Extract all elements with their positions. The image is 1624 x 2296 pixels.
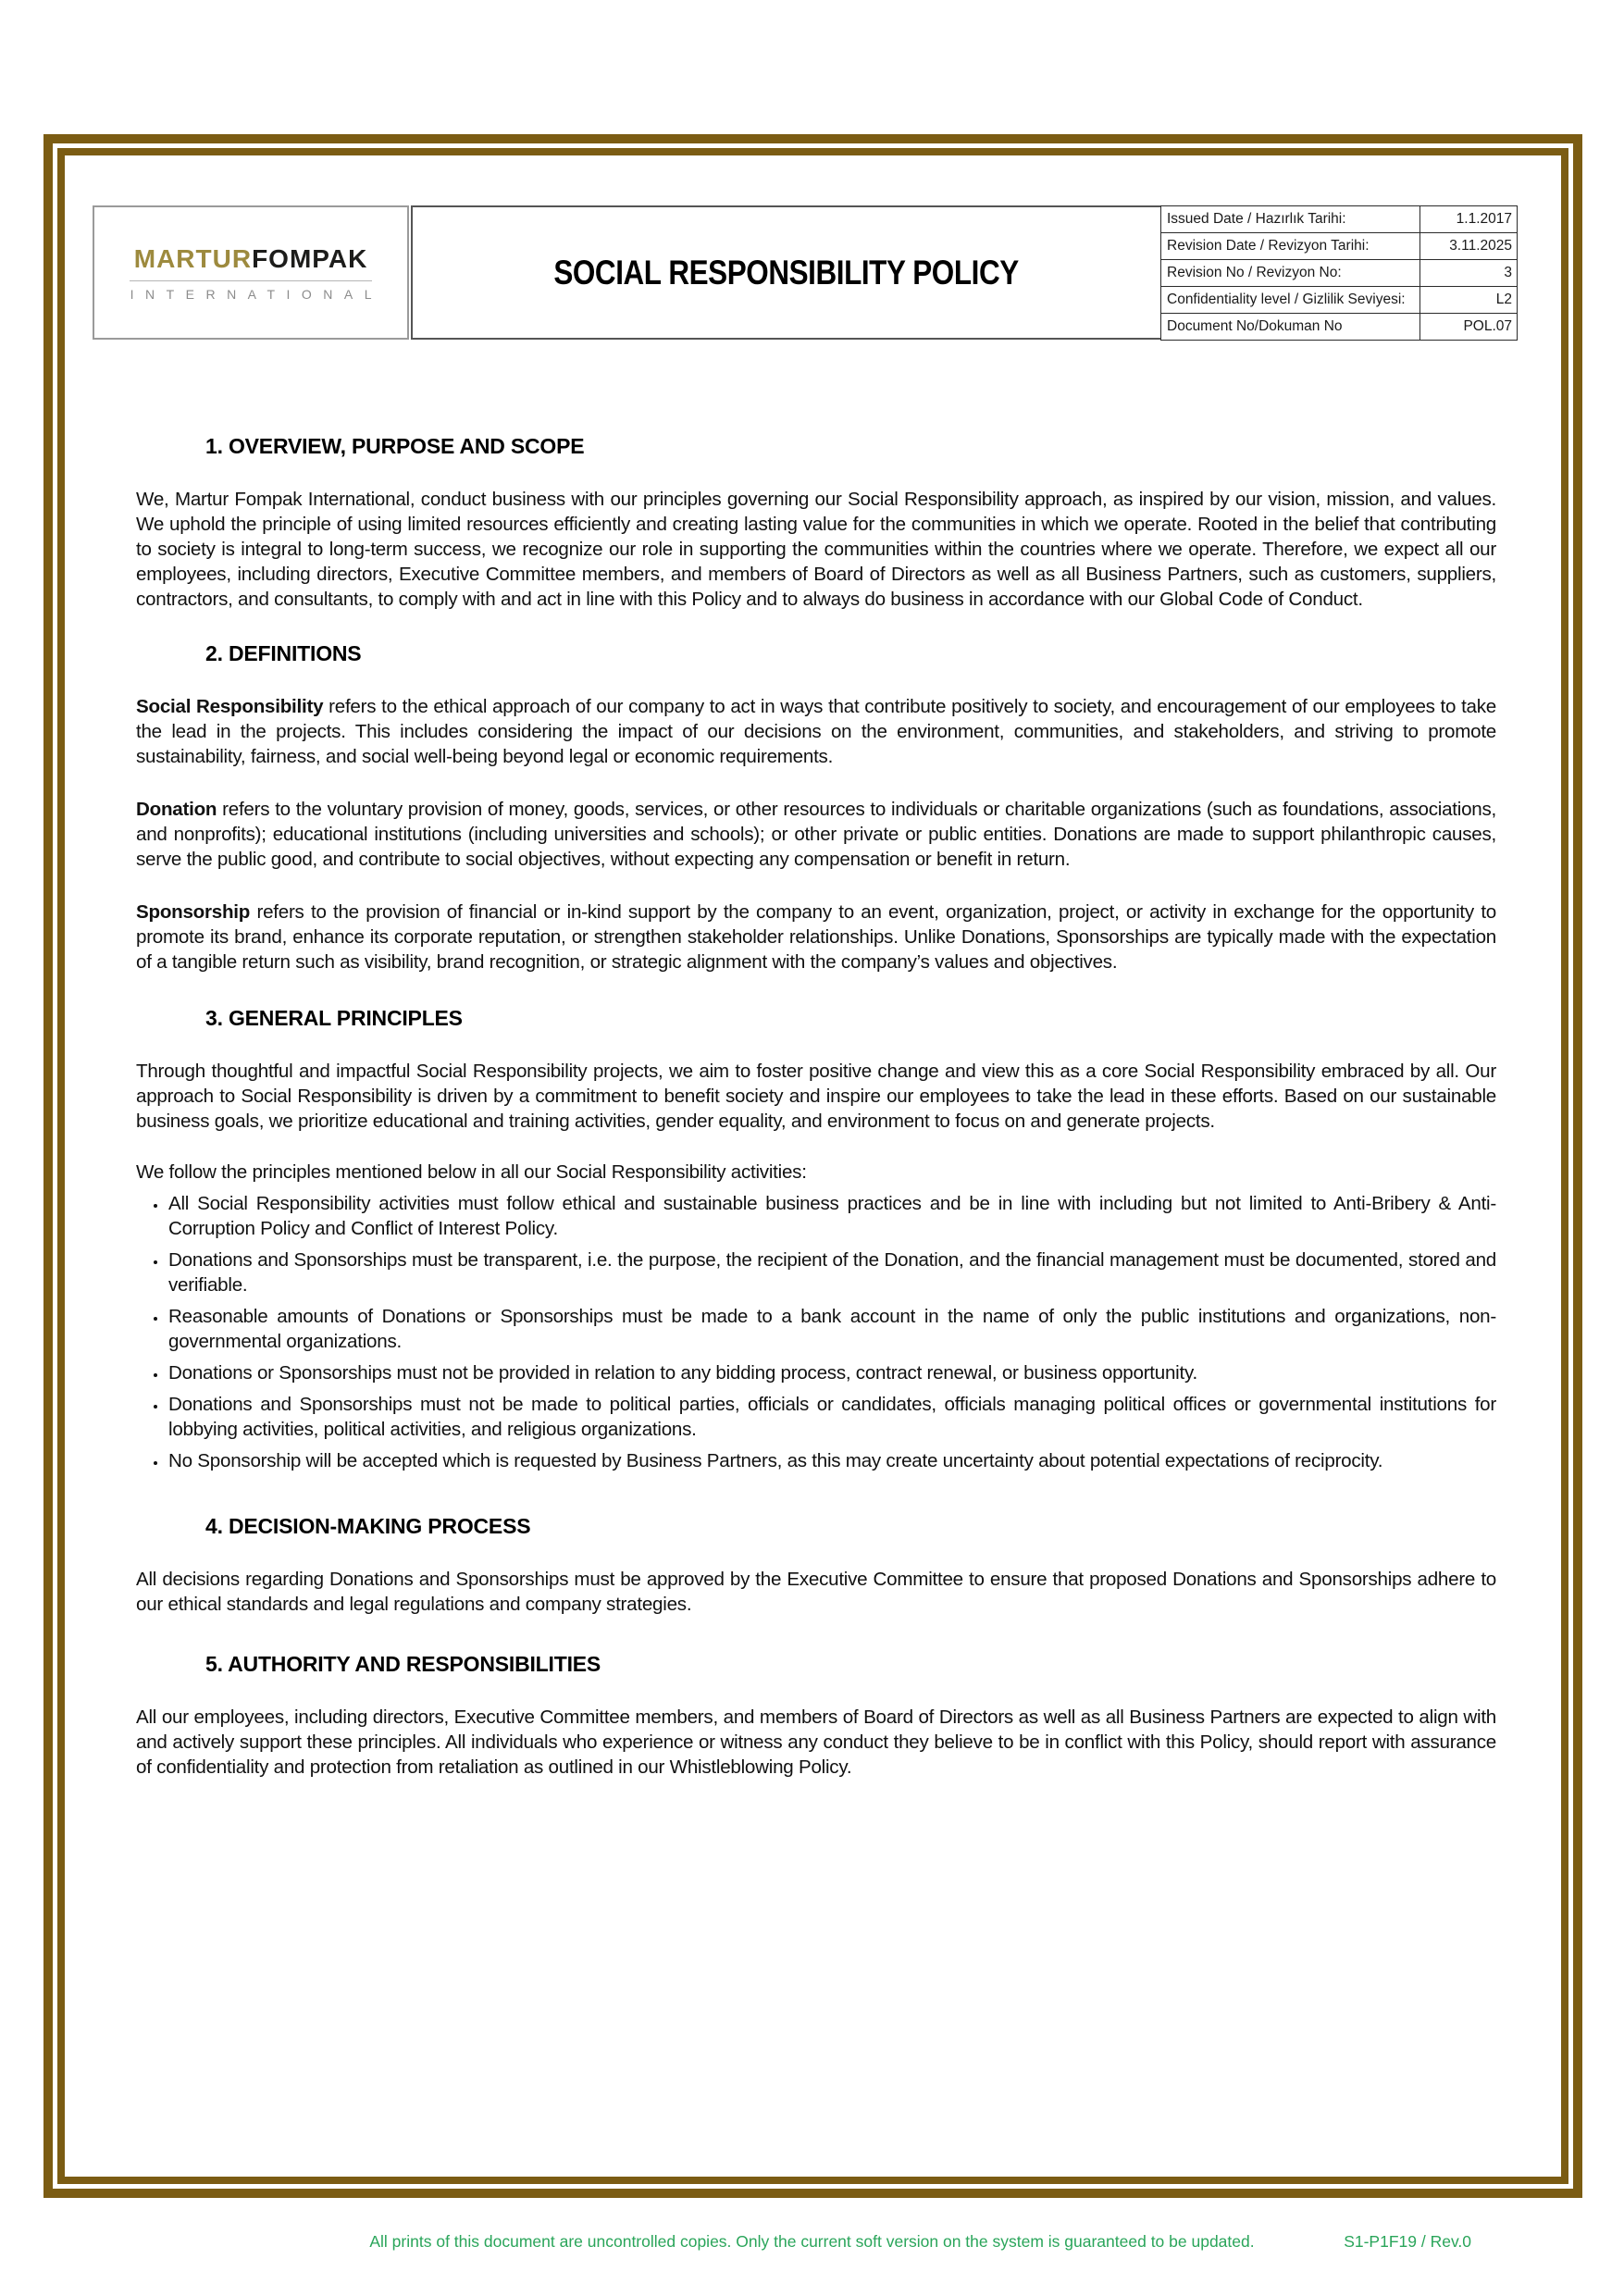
list-item: • Donations and Sponsorships must be transparent, i.e. the purpose, the recipient of the Donation, and the financial management must be documented, stored and verifiable. — [167, 1247, 1496, 1297]
list-item: • All Social Responsibility activities must follow ethical and sustainable business practices and be in line with including but not limited to Anti-Bribery & Anti-Corruption Policy and Conflict of Interest Policy. — [167, 1191, 1496, 1241]
definition-term: Donation — [136, 799, 217, 820]
footer-form-code: S1-P1F19 / Rev.0 — [1344, 2232, 1471, 2251]
table-row — [1161, 206, 1518, 233]
title-cell — [411, 205, 1160, 340]
decision-making-paragraph: All decisions regarding Donations and Sponsorships must be approved by the Executive Committee to ensure that proposed Donations and Sponsorships adhere to our ethical standards and legal regulations and company strategies. — [136, 1569, 1496, 1615]
info-value-revision-date: 3.11.2025 — [1420, 233, 1518, 260]
page-border-frame-inner — [57, 148, 1568, 2184]
info-value-revision-no: 3 — [1420, 260, 1518, 287]
definition-donation — [136, 797, 1496, 872]
info-value-document-no: POL.07 — [1420, 314, 1518, 341]
definition-term: Sponsorship — [136, 901, 251, 923]
list-item: • Donations and Sponsorships must not be made to political parties, officials or candidates, officials managing political offices or governmental institutions for lobbying activities, political activities, and religious organizations. — [167, 1392, 1496, 1442]
logo-subline: INTERNATIONAL — [130, 286, 384, 302]
table-row — [1161, 314, 1518, 341]
principles-list — [153, 1191, 1496, 1473]
definition-sponsorship — [136, 900, 1496, 974]
company-logo — [93, 205, 409, 340]
table-row — [1161, 260, 1518, 287]
info-label-document-no: Document No/Dokuman No — [1161, 314, 1420, 341]
authority-paragraph: All our employees, including directors, Executive Committee members, and members of Board of Directors as well as all Business Partners are expected to align with and actively support these principles. All individuals who experience or witness any conduct they believe to be in conflict with this Policy, should report with assurance of confidentiality and protection from retaliation as outlined in our Whistleblowing Policy. — [136, 1706, 1496, 1778]
info-label-issued-date: Issued Date / Hazırlık Tarihi: — [1161, 206, 1420, 233]
logo-word-martur: MARTUR — [133, 243, 253, 273]
list-item: • Reasonable amounts of Donations or Sponsorships must be made to a bank account in the name of only the public institutions and organizations, non-governmental organizations. — [167, 1304, 1496, 1354]
definition-term: Social Responsibility — [136, 696, 324, 717]
definition-text: refers to the voluntary provision of money, goods, services, or other resources to individuals or charitable organizations (such as foundations, associations, and nonprofits); educational institutions (including universities and schools); or other private or public entities. Donations are made to support philanthropic causes, serve the public good, and contribute to social objectives, without expecting any compensation or benefit in return. — [136, 799, 1496, 870]
document-info-table — [1160, 205, 1518, 341]
logo-wordmark — [134, 244, 368, 274]
footer-uncontrolled-copy-note: All prints of this document are uncontrolled copies. Only the current soft version on the system is guaranteed to be updated. — [369, 2232, 1255, 2251]
info-value-issued-date: 1.1.2017 — [1420, 206, 1518, 233]
section-heading-authority: 5. AUTHORITY AND RESPONSIBILITIES — [205, 1652, 601, 1676]
definition-text: refers to the ethical approach of our company to act in ways that contribute positively to society, and encouragement of our employees to take the lead in the projects. This includes considering the impact of our decisions on the environment, communities, and stakeholders, and striving to promote sustainability, fairness, and social well-being beyond legal or economic requirements. — [136, 696, 1497, 767]
document-header — [93, 205, 1518, 340]
logo-word-fompak: FOMPAK — [252, 243, 368, 273]
table-row — [1161, 287, 1518, 314]
list-item: • Donations or Sponsorships must not be provided in relation to any bidding process, contract renewal, or business opportunity. — [167, 1360, 1496, 1385]
section-heading-definitions: 2. DEFINITIONS — [205, 641, 362, 665]
list-item: • No Sponsorship will be accepted which is requested by Business Partners, as this may create uncertainty about potential expectations of reciprocity. — [167, 1448, 1496, 1473]
section-heading-overview: 1. OVERVIEW, PURPOSE AND SCOPE — [205, 434, 585, 458]
general-principles-paragraph: Through thoughtful and impactful Social Responsibility projects, we aim to foster positive change and view this as a core Social Responsibility embraced by all. Our approach to Social Responsibility is driven by a commitment to benefit society and inspire our employees to take the lead in these efforts. Based on our sustainable business goals, we prioritize educational and training activities, gender equality, and environment to focus on and generate projects. — [136, 1061, 1496, 1132]
page-border-frame — [43, 134, 1582, 2198]
document-title: SOCIAL RESPONSIBILITY POLICY — [553, 253, 1020, 292]
table-row — [1161, 233, 1518, 260]
logo-divider-line — [130, 280, 372, 281]
document-body — [136, 434, 1496, 1780]
info-label-revision-date: Revision Date / Revizyon Tarihi: — [1161, 233, 1420, 260]
definition-social-responsibility — [136, 694, 1496, 769]
principles-list-intro: We follow the principles mentioned below in all our Social Responsibility activities: — [136, 1161, 807, 1183]
section-heading-general-principles: 3. GENERAL PRINCIPLES — [205, 1006, 463, 1030]
info-label-confidentiality: Confidentiality level / Gizlilik Seviyesi: — [1161, 287, 1420, 314]
page-footer — [0, 2232, 1624, 2256]
info-label-revision-no: Revision No / Revizyon No: — [1161, 260, 1420, 287]
info-value-confidentiality: L2 — [1420, 287, 1518, 314]
section-heading-decision-making: 4. DECISION-MAKING PROCESS — [205, 1514, 531, 1538]
definition-text: refers to the provision of financial or in-kind support by the company to an event, organization, project, or activity in exchange for the opportunity to promote its brand, enhance its corporate reputation, or strengthen stakeholder relationships. Unlike Donations, Sponsorships are typically made with the expectation of a tangible return such as visibility, brand recognition, or strategic alignment with the company’s values and objectives. — [136, 901, 1496, 973]
overview-paragraph: We, Martur Fompak International, conduct business with our principles governing our Social Responsibility approach, as inspired by our vision, mission, and values. We uphold the principle of using limited resources efficiently and creating lasting value for the communities in which we operate. Rooted in the belief that contributing to society is integral to long-term success, we recognize our role in supporting the communities within the countries where we operate. Therefore, we expect all our employees, including directors, Executive Committee members, and members of Board of Directors as well as all Business Partners, such as customers, suppliers, contractors, and consultants, to comply with and act in line with this Policy and to always do business in accordance with our Global Code of Conduct. — [136, 489, 1496, 610]
